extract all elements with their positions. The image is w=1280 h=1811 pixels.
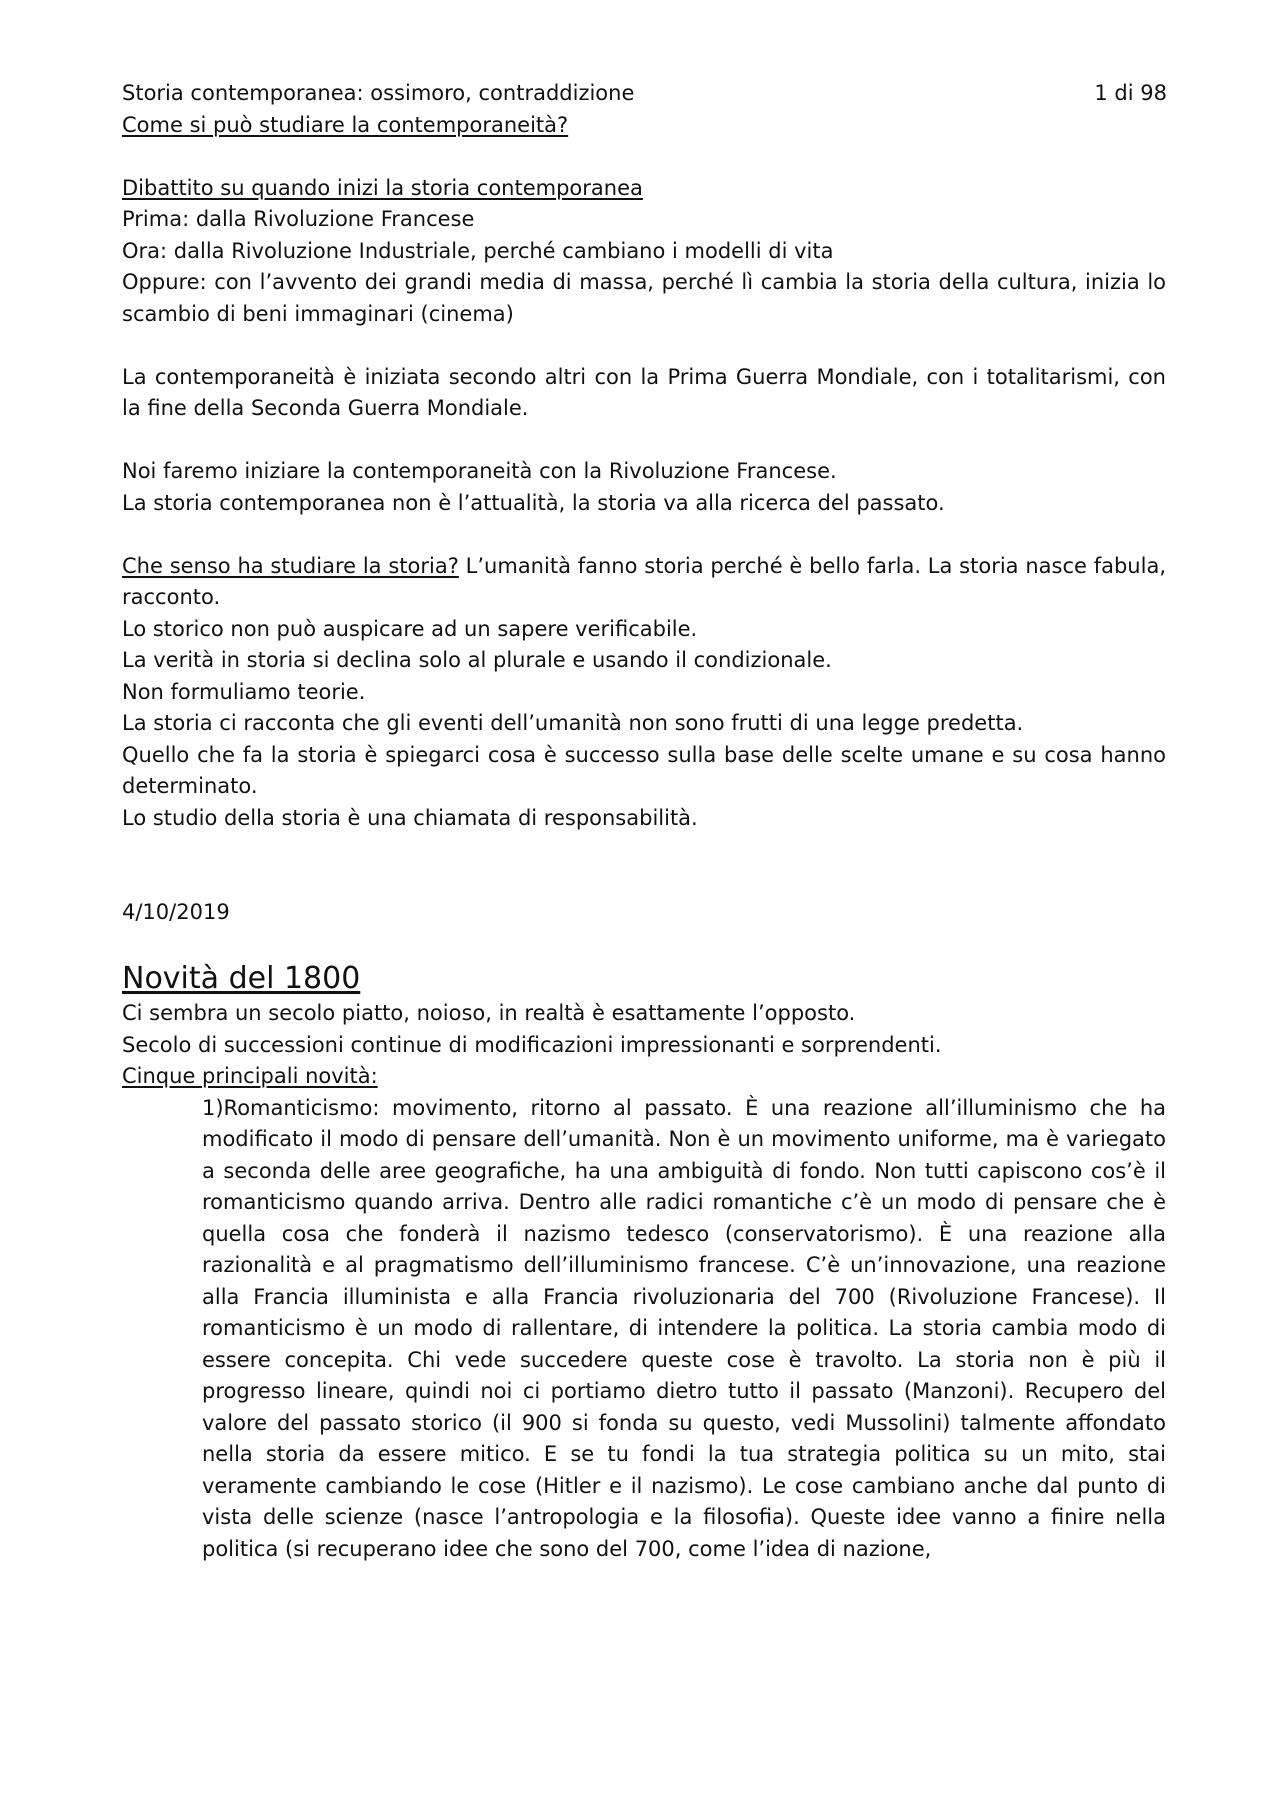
paragraph-noi-line2: La storia contemporanea non è l’attualità, la storia va alla ricerca del passato. — [122, 490, 945, 515]
senso-line: Lo studio della storia è una chiamata di responsabilità. — [122, 805, 698, 830]
paragraph-noi-line1: Noi faremo iniziare la contemporaneità con la Rivoluzione Francese. — [122, 459, 837, 483]
intro-line: Storia contemporanea: ossimoro, contraddizione — [122, 81, 635, 105]
senso-line: Non formuliamo teorie. — [122, 679, 366, 704]
senso-line: La storia ci racconta che gli eventi dell’umanità non sono frutti di una legge predetta. — [122, 711, 1024, 735]
debate-oppure: Oppure: con l’avvento dei grandi media di massa, perché lì cambia la storia della cultura, inizia lo scambio di beni immaginari (cinema) — [122, 270, 1166, 326]
novita-point-1: 1)Romanticismo: movimento, ritorno al passato. È una reazione all’illuminismo che ha modificato il modo di pensare dell’umanità. Non è un movimento uniforme, ma è variegato a seconda delle aree geografiche, ha una ambiguità di fondo. Non tutti capiscono cos’è il romanticismo quando arriva. Dentro alle radici romantiche c’è un modo di pensare che è quella cosa che fonderà il nazismo tedesco (conservatorismo). È una reazione alla razionalità e al pragmatismo dell’illuminismo francese. C’è un’innovazione, una reazione alla Francia illuminista e alla Francia rivoluzionaria del 700 (Rivoluzione Francese). Il romanticismo è un modo di rallentare, di intendere la politica. La storia cambia modo di essere concepita. Chi vede succedere queste cose è travolto. La storia non è più il progresso lineare, quindi noi ci portiamo dietro tutto il passato (Manzoni). Recupero del valore del passato storico (il 900 si fonda su questo, vedi Mussolini) talmente affondato nella storia da essere mitico. E se tu fondi la tua strategia politica su un mito, stai veramente cambiando le cose (Hitler e il nazismo). Le cose cambiano anche dal punto di vista delle scienze (nasce l’antropologia e la filosofia). Queste idee vanno a finire nella politica (si recuperano idee che sono del 700, come l’idea di nazione, — [202, 1095, 1166, 1561]
novita-subheading: Cinque principali novità: — [122, 1064, 378, 1088]
senso-heading: Che senso ha studiare la storia? — [122, 553, 459, 578]
section-title: Novità del 1800 — [122, 961, 361, 996]
debate-prima: Prima: dalla Rivoluzione Francese — [122, 207, 475, 231]
page-number: 1 di 98 — [1094, 81, 1167, 105]
document-page — [122, 78, 1166, 1565]
novita-line2: Secolo di successioni continue di modificazioni impressionanti e sorprendenti. — [122, 1032, 942, 1057]
senso-line: Lo storico non può auspicare ad un sapere verificabile. — [122, 616, 698, 641]
debate-ora: Ora: dalla Rivoluzione Industriale, perché cambiano i modelli di vita — [122, 238, 834, 263]
senso-paragraph — [122, 551, 1166, 614]
paragraph-contemporaneita: La contemporaneità è iniziata secondo altri con la Prima Guerra Mondiale, con i totalitarismi, con la fine della Seconda Guerra Mondiale. — [122, 364, 1166, 420]
novita-line1: Ci sembra un secolo piatto, noioso, in realtà è esattamente l’opposto. — [122, 1001, 856, 1025]
senso-line: La verità in storia si declina solo al plurale e usando il condizionale. — [122, 648, 832, 672]
senso-text: L’umanità fanno storia perché è bello farla. La storia nasce fabula, racconto. — [122, 553, 1166, 609]
debate-heading: Dibattito su quando inizi la storia contemporanea — [122, 175, 643, 200]
lesson-date: 4/10/2019 — [122, 900, 230, 924]
senso-line: Quello che fa la storia è spiegarci cosa è successo sulla base delle scelte umane e su cosa hanno determinato. — [122, 742, 1166, 798]
intro-question: Come si può studiare la contemporaneità? — [122, 112, 569, 137]
